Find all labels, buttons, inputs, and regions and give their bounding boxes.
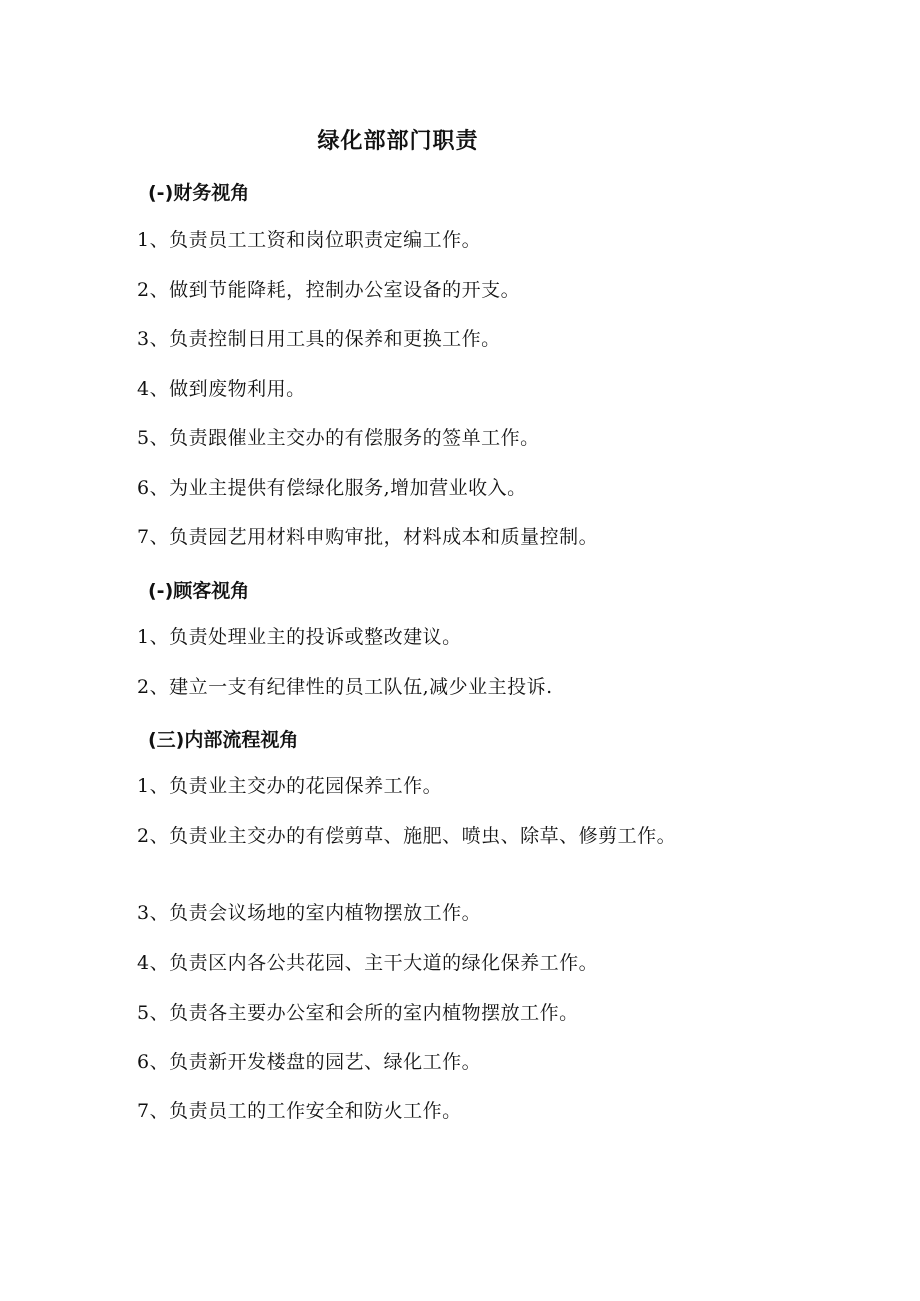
list-item: 7、负责员工的工作安全和防火工作。 — [137, 1100, 462, 1122]
list-item: 6、为业主提供有偿绿化服务,增加营业收入。 — [137, 477, 527, 499]
list-item: 6、负责新开发楼盘的园艺、绿化工作。 — [137, 1051, 482, 1073]
list-item: 1、负责处理业主的投诉或整改建议。 — [137, 626, 462, 648]
section-heading-finance: (-)财务视角 — [148, 182, 250, 204]
list-item: 5、负责各主要办公室和会所的室内植物摆放工作。 — [137, 1002, 579, 1024]
list-item: 4、做到废物利用。 — [137, 378, 306, 400]
list-item: 1、负责员工工资和岗位职责定编工作。 — [137, 229, 482, 251]
list-item: 3、负责会议场地的室内植物摆放工作。 — [137, 902, 482, 924]
list-item: 2、建立一支有纪律性的员工队伍,减少业主投诉. — [137, 676, 553, 698]
list-item: 1、负责业主交办的花园保养工作。 — [137, 775, 443, 797]
list-item: 7、负责园艺用材料申购审批，材料成本和质量控制。 — [137, 526, 599, 548]
list-item: 2、做到节能降耗，控制办公室设备的开支。 — [137, 279, 521, 301]
section-heading-internal-process: (三)内部流程视角 — [148, 729, 299, 751]
list-item: 4、负责区内各公共花园、主干大道的绿化保养工作。 — [137, 952, 599, 974]
document-title: 绿化部部门职责 — [317, 129, 479, 154]
list-item: 3、负责控制日用工具的保养和更换工作。 — [137, 328, 501, 350]
list-item: 5、负责跟催业主交办的有偿服务的签单工作。 — [137, 427, 540, 449]
list-item: 2、负责业主交办的有偿剪草、施肥、喷虫、除草、修剪工作。 — [137, 825, 677, 847]
section-heading-customer: (-)顾客视角 — [148, 580, 250, 602]
